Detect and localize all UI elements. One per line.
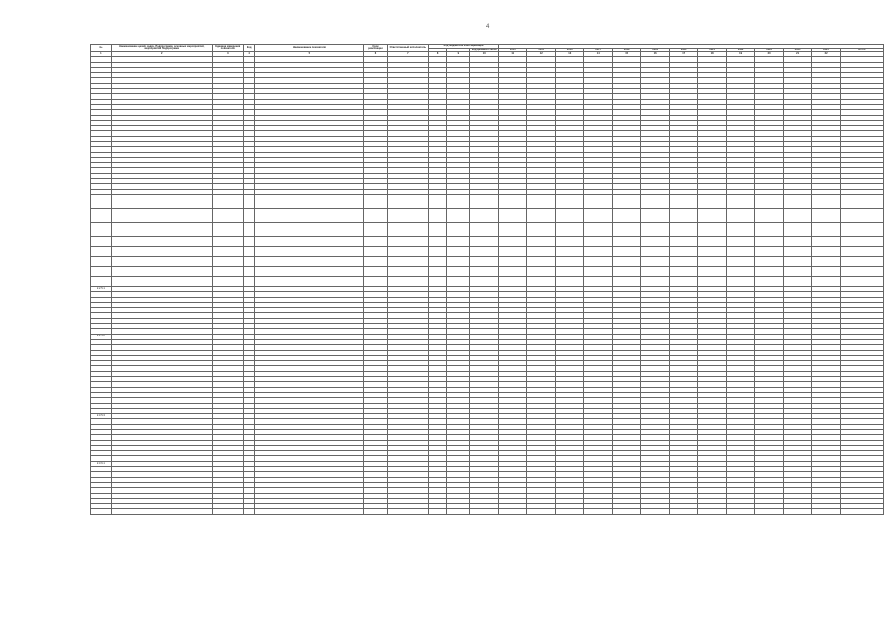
row-value-cell [755,509,783,514]
row-value-cell [555,246,583,256]
row-value-cell [499,266,527,276]
row-value-cell [243,246,255,256]
row-code-cell [91,208,112,222]
row-value-cell [243,256,255,266]
row-name-cell [111,208,212,222]
row-value-cell [755,256,783,266]
row-value-cell [499,194,527,208]
table-row [91,246,884,256]
row-value-cell [669,208,697,222]
row-value-cell [783,266,811,276]
column-number-cell: 11 [499,52,527,57]
row-value-cell [447,509,470,514]
row-value-cell [726,266,754,276]
col-header-target: Код целевой статьи [471,48,497,51]
row-value-cell [429,208,447,222]
row-value-cell [364,194,387,208]
row-value-cell [641,276,669,286]
row-value-cell [812,266,840,276]
row-value-cell [698,194,726,208]
row-value-cell [447,276,470,286]
table-row [91,194,884,208]
column-number-cell: 22 [812,52,840,57]
row-value-cell [755,194,783,208]
col-header-year: 2018 [612,48,640,52]
row-value-cell [783,509,811,514]
row-value-cell [387,256,428,266]
row-value-cell [641,266,669,276]
row-indicator-cell [255,222,364,236]
row-value-cell [669,222,697,236]
table-row [91,256,884,266]
col-header-executor: Ответственный исполнитель [387,45,428,52]
row-value-cell [584,256,612,266]
row-value-cell [812,208,840,222]
row-value-cell [840,266,883,276]
row-value-cell [555,266,583,276]
row-value-cell [812,509,840,514]
row-value-cell [212,246,243,256]
row-value-cell [641,208,669,222]
column-number-cell: 4 [243,52,255,57]
row-value-cell [641,246,669,256]
row-value-cell [527,236,555,246]
row-value-cell [212,194,243,208]
row-value-cell [527,276,555,286]
row-value-cell [387,208,428,222]
row-code-cell: 2.2.5.2 [91,334,112,339]
row-value-cell [555,236,583,246]
col-header-year: 2017 [584,48,612,52]
row-value-cell [447,236,470,246]
row-value-cell [429,236,447,246]
row-value-cell [364,236,387,246]
row-value-cell [612,509,640,514]
row-value-cell [429,276,447,286]
column-number-cell: 8 [429,52,447,57]
row-value-cell [499,509,527,514]
table-row [91,509,884,514]
row-value-cell [641,509,669,514]
row-value-cell [470,194,499,208]
row-value-cell [527,222,555,236]
row-value-cell [726,509,754,514]
row-code-cell: 2.2.5.1 [91,286,112,291]
row-value-cell [755,222,783,236]
row-indicator-cell [255,208,364,222]
budget-program-table [90,44,884,620]
row-value-cell [527,256,555,266]
column-number-cell: 1 [91,52,112,57]
row-value-cell [812,246,840,256]
row-indicator-cell [255,246,364,256]
row-value-cell [429,222,447,236]
row-value-cell [364,509,387,514]
row-value-cell [364,266,387,276]
col-header-year: 2014 [499,48,527,52]
row-value-cell [840,246,883,256]
row-value-cell [387,194,428,208]
row-value-cell [783,222,811,236]
row-value-cell [447,256,470,266]
row-value-cell [584,246,612,256]
row-value-cell [641,194,669,208]
row-indicator-cell [255,276,364,286]
row-value-cell [212,276,243,286]
row-code-cell [91,509,112,514]
row-indicator-cell [255,509,364,514]
row-value-cell [584,208,612,222]
row-value-cell [243,266,255,276]
row-value-cell [669,194,697,208]
col-header-period: Срок реализации [364,45,387,52]
row-indicator-cell [255,266,364,276]
row-value-cell [387,266,428,276]
page-number: 4 [486,24,490,30]
row-value-cell [499,276,527,286]
row-value-cell [812,236,840,246]
row-value-cell [812,222,840,236]
column-number-cell: 13 [555,52,583,57]
column-number-cell: 14 [584,52,612,57]
row-value-cell [612,276,640,286]
row-code-cell [91,222,112,236]
row-code-cell [91,236,112,246]
row-value-cell [783,276,811,286]
row-value-cell [243,276,255,286]
row-value-cell [387,236,428,246]
col-header-code: Код [243,45,255,52]
row-value-cell [429,246,447,256]
row-value-cell [612,208,640,222]
row-value-cell [669,246,697,256]
row-value-cell [726,276,754,286]
column-number-cell: 16 [641,52,669,57]
row-value-cell [470,208,499,222]
col-header-year: 2015 [527,48,555,52]
column-number-cell: 7 [387,52,428,57]
row-value-cell [470,266,499,276]
row-value-cell [783,236,811,246]
row-value-cell [840,194,883,208]
col-header-year: 2023 [755,48,783,52]
row-value-cell [243,222,255,236]
row-value-cell [555,222,583,236]
row-name-cell [111,246,212,256]
column-number-cell: 12 [527,52,555,57]
row-value-cell [584,276,612,286]
row-value-cell [212,236,243,246]
table-header [91,45,884,57]
row-indicator-cell [255,236,364,246]
col-header-year: 2020 [669,48,697,52]
row-value-cell [612,236,640,246]
row-value-cell [812,256,840,266]
row-value-cell [584,509,612,514]
row-value-cell [698,276,726,286]
column-number-cell: 10 [470,52,499,57]
row-value-cell [499,222,527,236]
table-body [91,57,884,514]
row-value-cell [364,208,387,222]
row-value-cell [840,256,883,266]
row-value-cell [447,194,470,208]
row-value-cell [499,236,527,246]
row-code-cell [91,256,112,266]
row-value-cell [726,256,754,266]
row-value-cell [212,256,243,266]
row-value-cell [812,194,840,208]
col-header-name: Наименование целей, задач, Подпрограмм, основных мероприятий, мероприятий Подпрограмм [111,45,212,52]
row-value-cell [212,509,243,514]
row-name-cell [111,194,212,208]
col-header-unit: Единица измерения показателя [212,45,243,52]
row-value-cell [726,236,754,246]
row-value-cell [726,194,754,208]
row-value-cell [447,266,470,276]
table-row [91,266,884,276]
row-value-cell [698,266,726,276]
row-value-cell [364,276,387,286]
column-number-cell: 3 [212,52,243,57]
row-value-cell [726,208,754,222]
row-value-cell [840,208,883,222]
column-number-cell: 5 [255,52,364,57]
row-value-cell [527,194,555,208]
column-number-cell: 15 [612,52,640,57]
col-header-indicator: Наименование показателя [255,45,364,52]
row-value-cell [698,208,726,222]
row-value-cell [669,266,697,276]
col-header-budget-class: Код бюджетной классификации [429,45,499,49]
table-row [91,222,884,236]
row-value-cell [470,256,499,266]
col-header-year: 2022 [726,48,754,52]
row-value-cell [364,246,387,256]
row-name-cell [111,222,212,236]
row-value-cell [783,194,811,208]
row-value-cell [429,266,447,276]
row-value-cell [447,222,470,236]
row-value-cell [447,246,470,256]
row-value-cell [755,246,783,256]
row-value-cell [641,222,669,236]
row-value-cell [387,276,428,286]
column-number-cell: 21 [783,52,811,57]
col-header-total: Итого [840,48,883,52]
row-value-cell [840,509,883,514]
row-code-cell [91,194,112,208]
row-value-cell [698,246,726,256]
row-value-cell [584,236,612,246]
col-header-number: № [91,45,112,52]
row-value-cell [612,194,640,208]
row-value-cell [612,256,640,266]
row-value-cell [584,222,612,236]
row-value-cell [840,236,883,246]
row-value-cell [212,266,243,276]
row-value-cell [840,276,883,286]
row-value-cell [364,256,387,266]
row-value-cell [641,256,669,266]
row-code-cell [91,276,112,286]
column-number-cell: 20 [755,52,783,57]
col-header-year: 2024 [783,48,811,52]
row-value-cell [726,246,754,256]
row-value-cell [527,266,555,276]
row-code-cell [91,266,112,276]
row-value-cell [499,256,527,266]
row-value-cell [783,208,811,222]
row-code-cell [91,246,112,256]
col-header-year: 2025 [812,48,840,52]
row-value-cell [698,509,726,514]
table-row [91,208,884,222]
row-value-cell [212,208,243,222]
program-table [90,44,884,515]
row-value-cell [470,222,499,236]
row-value-cell [555,276,583,286]
row-value-cell [812,276,840,286]
row-value-cell [755,276,783,286]
row-value-cell [243,236,255,246]
row-value-cell [698,256,726,266]
row-value-cell [555,509,583,514]
row-value-cell [698,222,726,236]
row-code-cell: 2.3.6.1 [91,461,112,466]
row-value-cell [470,246,499,256]
row-value-cell [470,236,499,246]
row-value-cell [555,208,583,222]
row-value-cell [783,246,811,256]
row-name-cell [111,266,212,276]
row-value-cell [612,266,640,276]
col-header-year: 2016 [555,48,583,52]
row-value-cell [612,222,640,236]
row-code-cell: 2.3.5.3 [91,414,112,419]
row-value-cell [755,266,783,276]
row-value-cell [387,509,428,514]
row-value-cell [429,194,447,208]
row-value-cell [527,208,555,222]
column-number-cell: 6 [364,52,387,57]
column-number-cell: 18 [698,52,726,57]
row-value-cell [243,509,255,514]
row-value-cell [429,509,447,514]
row-value-cell [641,236,669,246]
row-value-cell [243,208,255,222]
row-value-cell [212,222,243,236]
row-value-cell [783,256,811,266]
row-value-cell [612,246,640,256]
row-value-cell [584,266,612,276]
column-number-cell: 17 [669,52,697,57]
row-value-cell [447,208,470,222]
row-name-cell [111,256,212,266]
row-value-cell [527,509,555,514]
row-value-cell [669,256,697,266]
row-value-cell [584,194,612,208]
row-value-cell [527,246,555,256]
row-value-cell [698,236,726,246]
row-value-cell [755,236,783,246]
row-indicator-cell [255,194,364,208]
row-value-cell [555,194,583,208]
row-value-cell [387,222,428,236]
row-value-cell [470,276,499,286]
row-value-cell [726,222,754,236]
row-value-cell [755,208,783,222]
column-number-cell: 19 [726,52,754,57]
row-value-cell [669,509,697,514]
row-value-cell [555,256,583,266]
row-value-cell [840,222,883,236]
row-value-cell [669,236,697,246]
column-number-cell: 9 [447,52,470,57]
row-value-cell [669,276,697,286]
row-indicator-cell [255,256,364,266]
col-header-year: 2019 [641,48,669,52]
col-header-year: 2021 [698,48,726,52]
row-name-cell [111,276,212,286]
row-value-cell [470,509,499,514]
row-value-cell [429,256,447,266]
row-value-cell [499,208,527,222]
column-number-cell: 2 [111,52,212,57]
row-value-cell [243,194,255,208]
row-value-cell [499,246,527,256]
row-name-cell [111,509,212,514]
table-row [91,276,884,286]
row-value-cell [364,222,387,236]
row-name-cell [111,236,212,246]
row-value-cell [387,246,428,256]
table-row [91,236,884,246]
